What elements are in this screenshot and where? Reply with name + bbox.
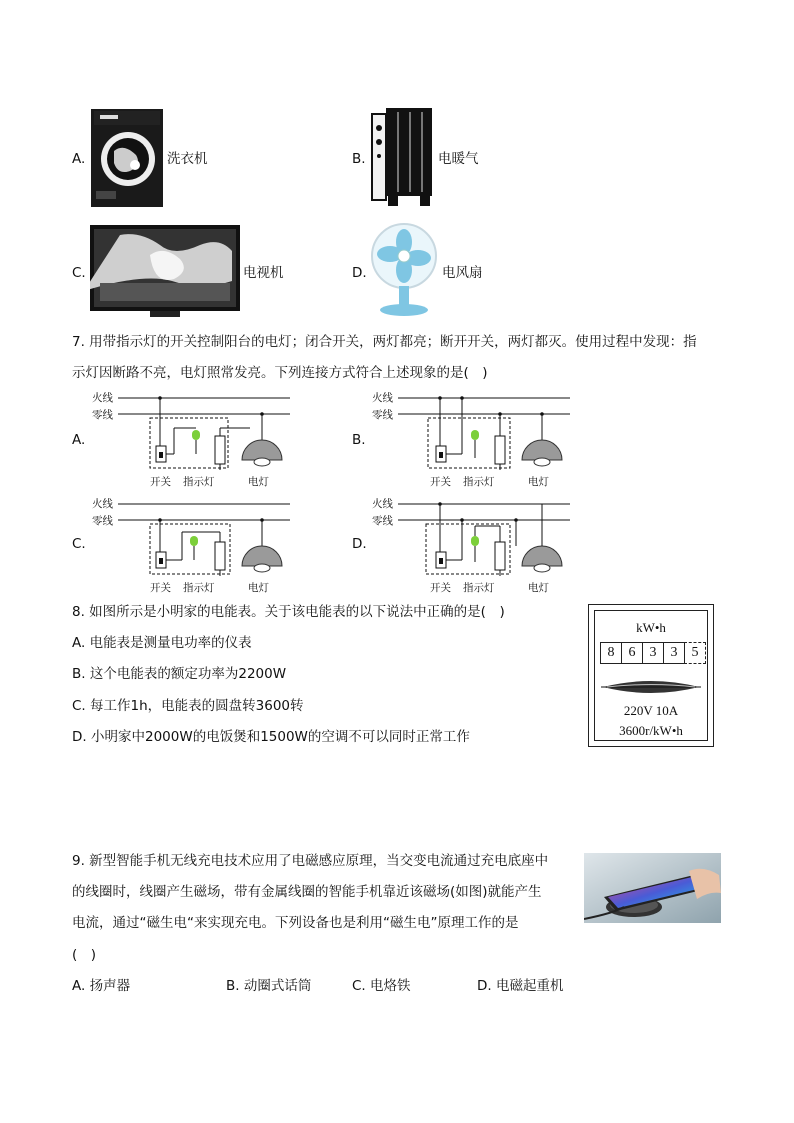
live-wire-label: 火线 (92, 498, 113, 510)
neutral-wire-label: 零线 (92, 409, 113, 421)
television-image (90, 225, 240, 317)
meter-constant: 3600r/kW•h (619, 723, 683, 738)
neutral-wire-label: 零线 (372, 515, 393, 527)
circuit-diagram-d (370, 496, 580, 596)
q9-question-line4: ( ) (72, 947, 97, 963)
indicator-label: 指示灯 (463, 582, 495, 594)
meter-rating: 220V 10A (623, 703, 679, 718)
indicator-label: 指示灯 (183, 582, 215, 594)
q8-option-c: C. 每工作1h，电能表的圆盘转3600转 (72, 698, 304, 714)
q6-option-a-letter: A. (72, 151, 86, 167)
q9-question-line2: 的线圈时，线圈产生磁场，带有金属线圈的智能手机靠近该磁场(如图)就能产生 (72, 884, 542, 900)
washing-machine-image (90, 107, 164, 209)
q6-option-c-label: 电视机 (243, 265, 284, 281)
q8-option-b: B. 这个电能表的额定功率为2200W (72, 666, 287, 682)
q7-option-a-letter: A. (72, 432, 86, 448)
live-wire-label: 火线 (92, 392, 113, 404)
switch-label: 开关 (150, 582, 171, 594)
q9-option-a: A. 扬声器 (72, 978, 131, 994)
q9-option-b: B. 动圈式话筒 (226, 978, 312, 994)
electricity-meter (588, 604, 714, 747)
q9-option-c: C. 电烙铁 (352, 978, 411, 994)
q6-option-b-letter: B. (352, 151, 366, 167)
q8-option-a: A. 电能表是测量电功率的仪表 (72, 635, 252, 651)
q9-option-d: D. 电磁起重机 (477, 978, 564, 994)
meter-digit: 3 (663, 642, 685, 664)
q8-question: 8. 如图所示是小明家的电能表。关于该电能表的以下说法中正确的是( ) (72, 604, 505, 620)
q7-question-line2: 示灯因断路不亮，电灯照常发亮。下列连接方式符合上述现象的是( ) (72, 365, 488, 381)
switch-label: 开关 (430, 582, 451, 594)
lamp-label: 电灯 (248, 582, 269, 594)
q7-option-b-letter: B. (352, 432, 366, 448)
q7-option-d-letter: D. (352, 536, 367, 552)
lamp-label: 电灯 (528, 582, 549, 594)
circuit-diagram-b (370, 392, 580, 492)
live-wire-label: 火线 (372, 498, 393, 510)
switch-label: 开关 (430, 476, 451, 488)
circuit-diagram-a (90, 392, 300, 492)
meter-digit: 6 (621, 642, 643, 664)
q6-option-b-label: 电暖气 (438, 151, 479, 167)
circuit-diagram-c (90, 496, 300, 596)
phone-wireless-charging-image (584, 853, 721, 923)
live-wire-label: 火线 (372, 392, 393, 404)
q7-question-line1: 7. 用带指示灯的开关控制阳台的电灯；闭合开关，两灯都亮；断开开关，两灯都灭。使用过程中发现：指 (72, 334, 697, 350)
q8-option-d: D. 小明家中2000W的电饭煲和1500W的空调不可以同时正常工作 (72, 729, 470, 745)
switch-label: 开关 (150, 476, 171, 488)
meter-digit: 3 (642, 642, 664, 664)
desk-fan-image (369, 222, 439, 318)
q6-option-a-label: 洗衣机 (167, 151, 208, 167)
q6-option-c-letter: C. (72, 265, 86, 281)
neutral-wire-label: 零线 (92, 515, 113, 527)
q9-question-line1: 9. 新型智能手机无线充电技术应用了电磁感应原理，当交变电流通过充电底座中 (72, 853, 549, 869)
q6-option-d-label: 电风扇 (442, 265, 483, 281)
indicator-label: 指示灯 (463, 476, 495, 488)
q6-option-d-letter: D. (352, 265, 367, 281)
q7-option-c-letter: C. (72, 536, 86, 552)
neutral-wire-label: 零线 (372, 409, 393, 421)
oil-heater-image (370, 106, 434, 210)
lamp-label: 电灯 (528, 476, 549, 488)
meter-digit: 8 (600, 642, 622, 664)
meter-unit: kW•h (636, 620, 666, 635)
meter-digit-decimal: 5 (684, 642, 706, 664)
meter-rotating-disc-icon (601, 679, 701, 695)
q9-question-line3: 电流，通过“磁生电“来实现充电。下列设备也是利用“磁生电”原理工作的是 (72, 915, 519, 931)
lamp-label: 电灯 (248, 476, 269, 488)
indicator-label: 指示灯 (183, 476, 215, 488)
